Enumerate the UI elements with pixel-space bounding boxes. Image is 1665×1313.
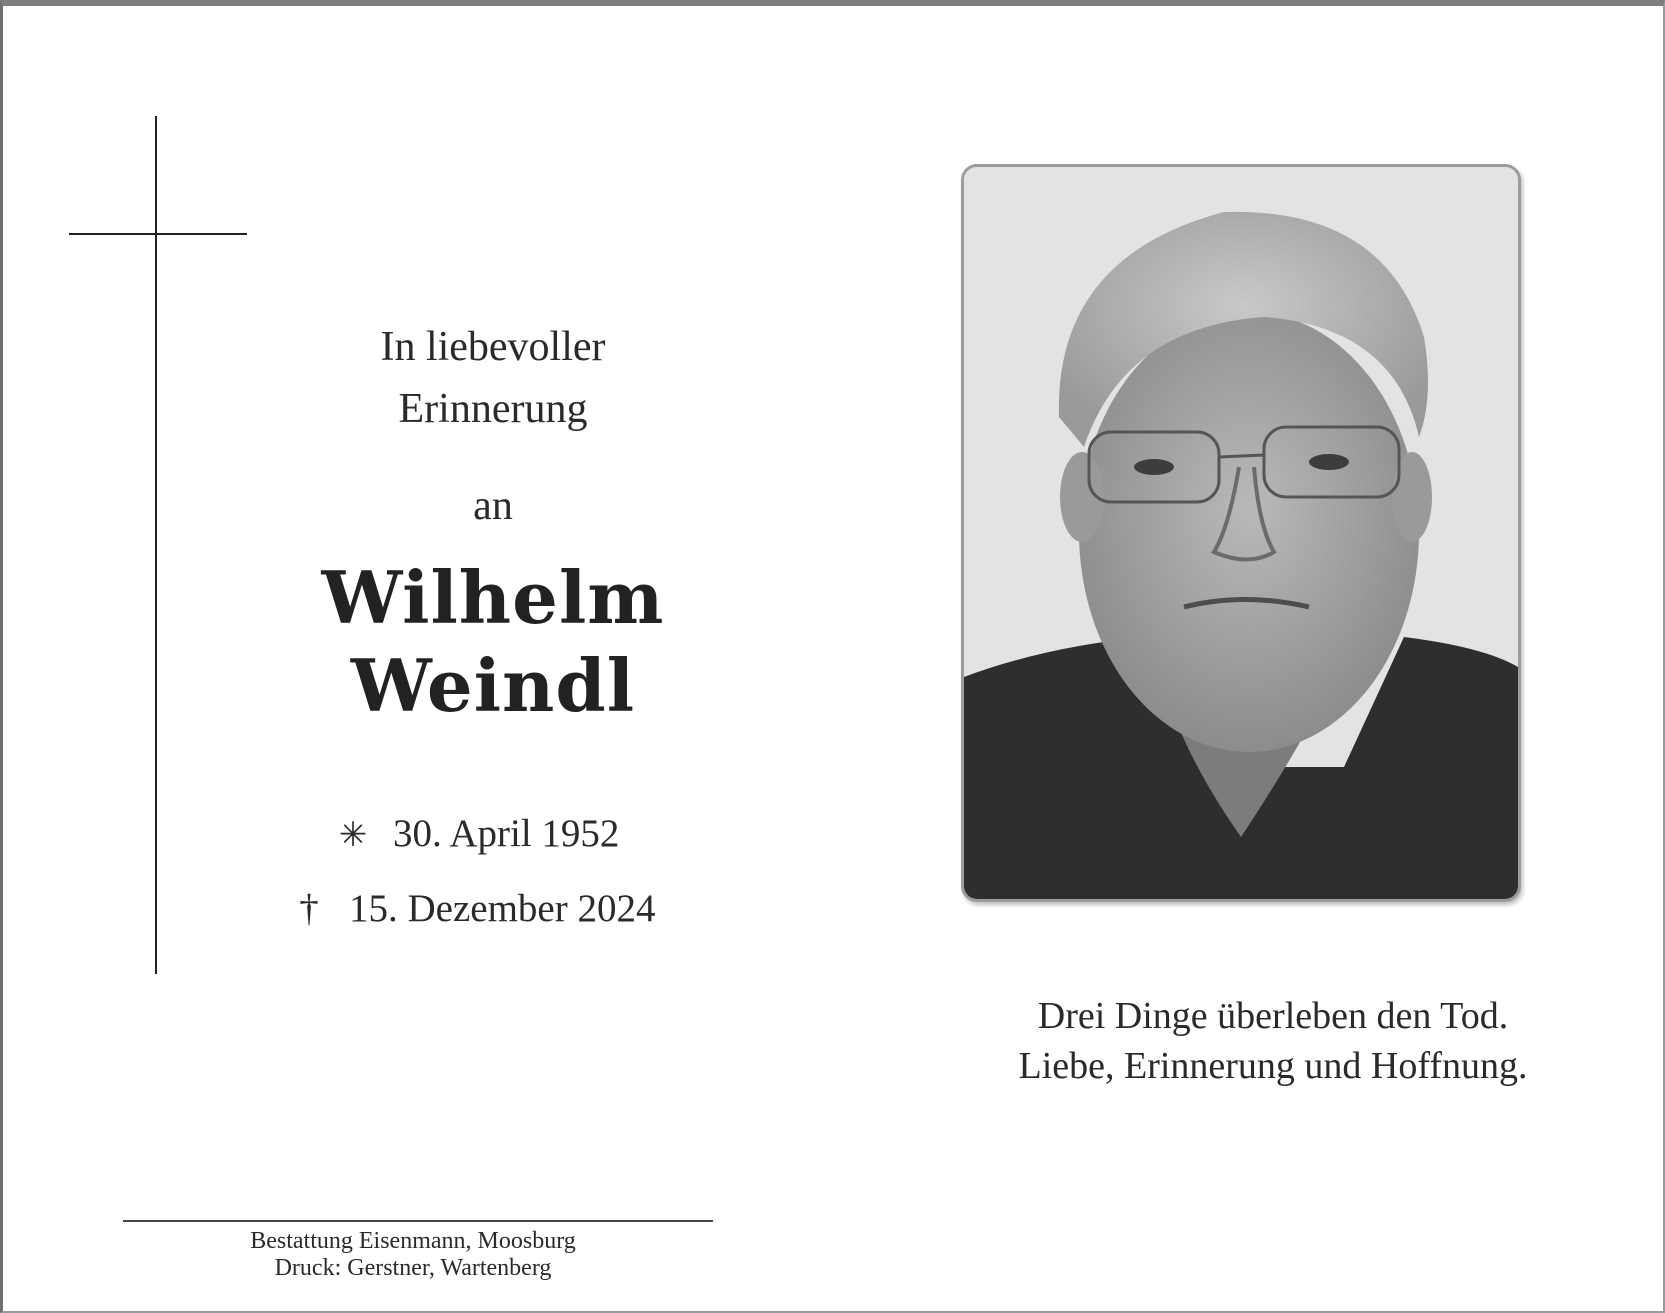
deceased-name: [243, 554, 743, 730]
portrait-photo: [961, 164, 1521, 902]
death-date: 15. Dezember 2024: [349, 887, 656, 930]
footer-line-2: Druck: Gerstner, Wartenberg: [274, 1255, 552, 1281]
intro-line-2: Erinnerung: [398, 386, 588, 432]
first-name: Wilhelm: [321, 555, 665, 640]
footer-divider: [123, 1220, 713, 1222]
quote-line-1: Drei Dinge überleben den Tod.: [1037, 995, 1509, 1037]
death-date-row: [289, 886, 655, 931]
intro-line-1: In liebevoller: [380, 324, 606, 370]
cross-horizontal-bar: [69, 233, 247, 235]
birth-star-icon: ✳: [338, 817, 368, 854]
cross-vertical-bar: [155, 116, 157, 974]
an-text: an: [473, 483, 513, 529]
birth-date: 30. April 1952: [393, 812, 620, 855]
footer-line-1: Bestattung Eisenmann, Moosburg: [250, 1228, 576, 1254]
intro-text: [243, 316, 743, 440]
quote-line-2: Liebe, Erinnerung und Hoffnung.: [1018, 1045, 1528, 1087]
birth-date-row: [333, 811, 619, 856]
memorial-quote: [903, 991, 1643, 1091]
last-name: Weindl: [350, 643, 636, 728]
portrait-photo-icon: [964, 167, 1518, 899]
death-dagger-icon: †: [299, 887, 319, 930]
footer-credits: [163, 1228, 663, 1282]
